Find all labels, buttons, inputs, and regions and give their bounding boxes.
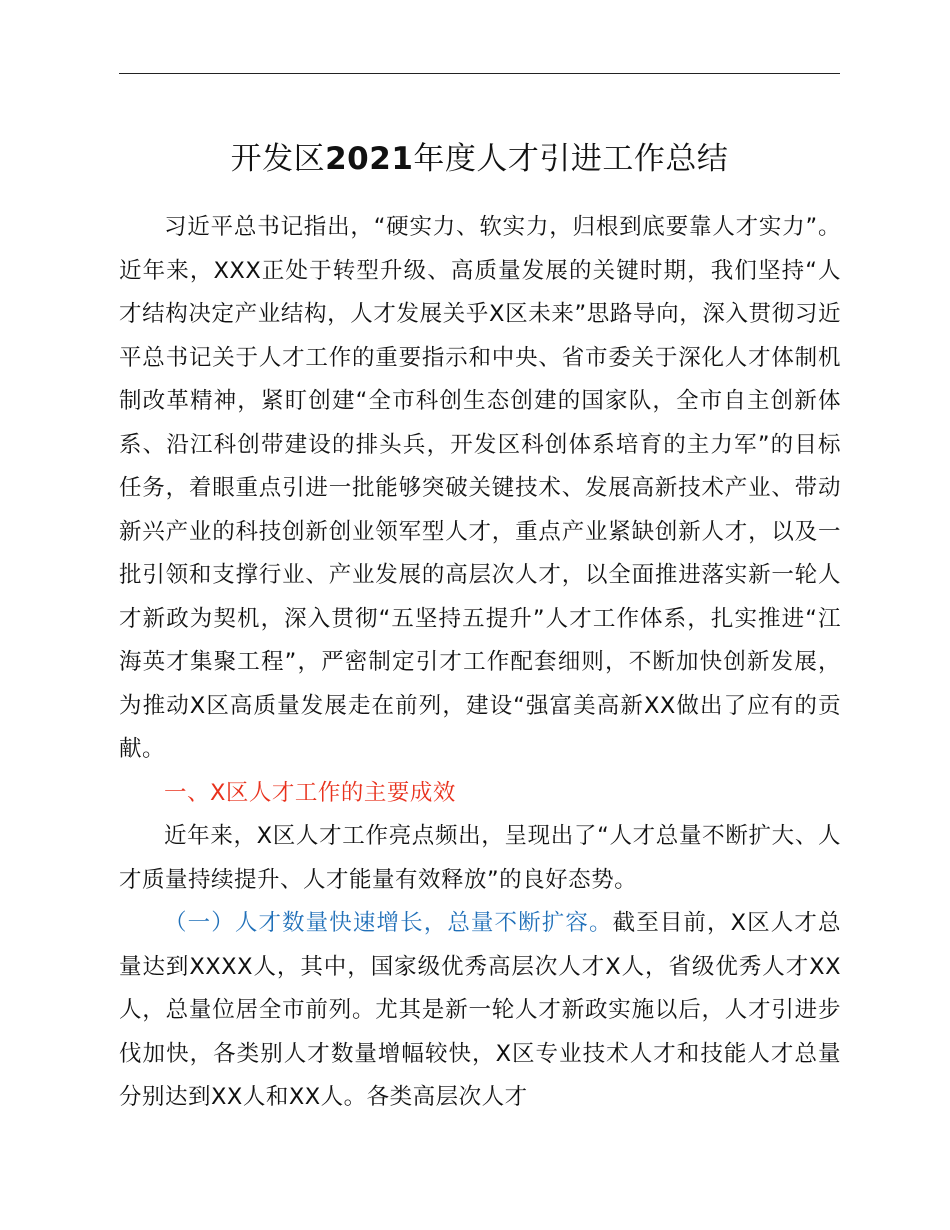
intro-paragraph: 习近平总书记指出，“硬实力、软实力，归根到底要靠人才实力”。近年来，XXX正处于转型升级、高质量发展的关键时期，我们坚持“人才结构决定产业结构，人才发展关乎X区未来”思路导向，深入贯彻习近平总书记关于人才工作的重要指示和中央、省市委关于深化人才体制机制改革精神，紧盯创建“全市科创生态创建的国家队，全市自主创新体系、沿江科创带建设的排头兵，开发区科创体系培育的主力军”的目标任务，着眼重点引进一批能够突破关键技术、发展高新技术产业、带动新兴产业的科技创新创业领军型人才，重点产业紧缺创新人才，以及一批引领和支撑行业、产业发展的高层次人才，以全面推进落实新一轮人才新政为契机，深入贯彻“五坚持五提升”人才工作体系，扎实推进“江海英才集聚工程”，严密制定引才工作配套细则，不断加快创新发展，为推动X区高质量发展走在前列，建设“强富美高新XX做出了应有的贡献。 [119,214,841,762]
header-rule [119,73,840,74]
title-year: 2021 [325,141,414,177]
section-heading: 一、X区人才工作的主要成效 [164,779,456,806]
document-title [119,134,840,184]
title-prefix: 开发区 [230,141,326,177]
section-intro-paragraph: 近年来，X区人才工作亮点频出，呈现出了“人才总量不断扩大、人才质量持续提升、人才能量有效释放”的良好态势。 [119,823,841,893]
subsection-paragraph [119,902,841,1120]
subsection-heading: （一）人才数量快速增长，总量不断扩容。 [164,910,613,936]
subsection-text: 截至目前，X区人才总量达到XXXX人，其中，国家级优秀高层次人才X人，省级优秀人才XX人，总量位居全市前列。尤其是新一轮人才新政实施以后，人才引进步伐加快，各类别人才数量增幅较快，X区专业技术人才和技能人才总量分别达到XX人和XX人。各类高层次人才 [119,910,841,1110]
document-body [119,206,841,1120]
title-suffix: 年度人才引进工作总结 [413,141,729,177]
